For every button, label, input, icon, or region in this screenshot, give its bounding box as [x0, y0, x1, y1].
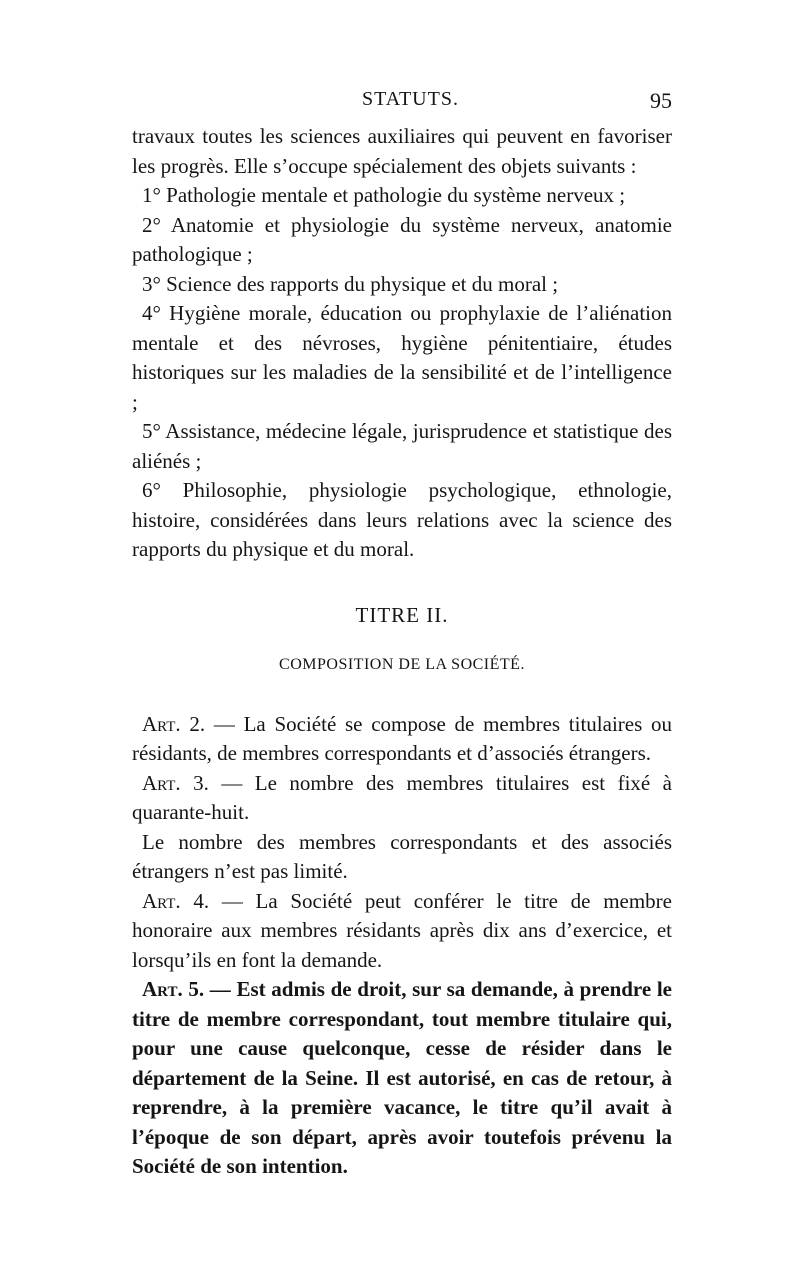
article-4	[132, 887, 672, 976]
article-text: — Est admis de droit, sur sa demande, à prendre le titre de membre correspondant, tout membre titulaire qui, pour une cause quelconque, cesse de résider dans le département de la Seine. Il est autorisé, en cas de retour, à reprendre, à la première vacance, le titre qu’il avait à l’époque de son départ, après avoir toutefois prévenu la Société de son intention.	[132, 977, 672, 1178]
article-text: Le nombre des membres correspondants et des associés étrangers n’est pas limité.	[132, 829, 672, 883]
section-title: TITRE II.	[355, 602, 449, 627]
article-3	[132, 769, 672, 828]
intro-paragraph: travaux toutes les sciences auxiliaires qui peuvent en favoriser les progrès. Elle s’occupe spécialement des objets suivants :	[132, 124, 672, 178]
article-label: Art. 2.	[142, 711, 206, 736]
book-page	[132, 88, 672, 1182]
section-subtitle: COMPOSITION DE LA SOCIÉTÉ.	[279, 655, 525, 673]
article-2	[132, 710, 672, 769]
article-label: Art. 5.	[142, 977, 205, 1001]
article-3-continued	[132, 828, 672, 887]
list-item: 4° Hygiène morale, éducation ou prophylaxie de l’aliénation mentale et des névroses, hygiène pénitentiaire, études historiques sur les maladies de la sensibilité et de l’intelligence ;	[132, 301, 672, 414]
list-item: 1° Pathologie mentale et pathologie du système nerveux ;	[142, 183, 626, 207]
list-item: 2° Anatomie et physiologie du système nerveux, anatomie pathologique ;	[132, 212, 672, 266]
article-text: — Le nombre des membres titulaires est fixé à quarante-huit.	[132, 770, 672, 824]
list-item: 6° Philosophie, physiologie psychologique, ethnologie, histoire, considérées dans leurs relations avec la science des rapports du physique et du moral.	[132, 478, 672, 561]
running-title: STATUTS.	[362, 88, 459, 110]
running-head	[132, 88, 672, 122]
article-label: Art. 3.	[142, 770, 209, 795]
page-number: 95	[650, 88, 672, 113]
list-item: 3° Science des rapports du physique et du moral ;	[142, 271, 559, 296]
article-5	[132, 975, 672, 1182]
article-text: — La Société se compose de membres titulaires ou résidants, de membres correspondants et d’associés étrangers.	[132, 711, 672, 765]
article-text: — La Société peut conférer le titre de membre honoraire aux membres résidants après dix ans d’exercice, et lorsqu’ils en font la demande.	[132, 888, 672, 972]
article-label: Art. 4.	[142, 888, 210, 913]
list-item: 5° Assistance, médecine légale, jurisprudence et statistique des aliénés ;	[132, 419, 672, 473]
